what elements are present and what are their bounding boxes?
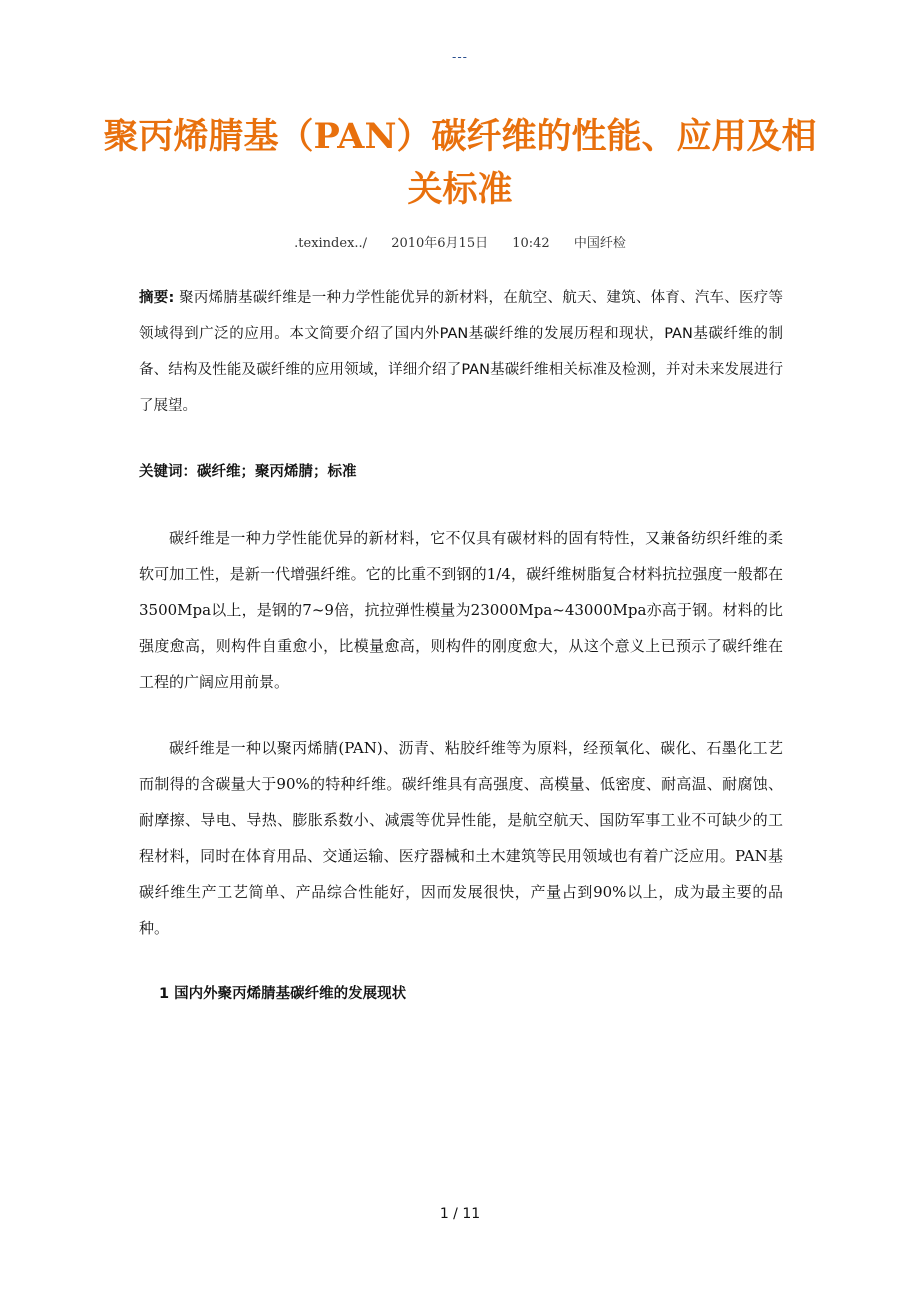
abstract-label: 摘要: xyxy=(139,290,175,306)
meta-time: 10:42 xyxy=(512,236,550,251)
abstract-text: 聚丙烯腈基碳纤维是一种力学性能优异的新材料，在航空、航天、建筑、体育、汽车、医疗等领域得到广泛的应用。本文简要介绍了国内外PAN基碳纤维的发展历程和现状，PAN基碳纤维的制备、结构及性能及碳纤维的应用领域，详细介绍了PAN基碳纤维相关标准及检测，并对未来发展进行了展望。 xyxy=(139,290,783,414)
article-meta xyxy=(0,232,920,251)
abstract xyxy=(139,280,783,424)
page-number: 1 / 11 xyxy=(439,1206,481,1222)
header-mark: --- xyxy=(452,50,468,64)
article-body xyxy=(139,280,783,1012)
keywords: 关键词：碳纤维；聚丙烯腈；标准 xyxy=(139,464,357,480)
section-heading: 1 国内外聚丙烯腈基碳纤维的发展现状 xyxy=(159,986,407,1002)
article-title: 聚丙烯腈基（PAN）碳纤维的性能、应用及相关标准 xyxy=(103,116,817,210)
meta-source: .texindex../ xyxy=(294,236,368,251)
meta-publisher: 中国纤检 xyxy=(573,236,626,251)
body-paragraph-2: 碳纤维是一种以聚丙烯腈(PAN)、沥青、粘胶纤维等为原料，经预氧化、碳化、石墨化工艺而制得的含碳量大于90%的特种纤维。碳纤维具有高强度、高模量、低密度、耐高温、耐腐蚀、耐摩擦、导电、导热、膨胀系数小、减震等优异性能，是航空航天、国防军事工业不可缺少的工程材料，同时在体育用品、交通运输、医疗器械和土木建筑等民用领域也有着广泛应用。PAN基碳纤维生产工艺简单、产品综合性能好，因而发展很快，产量占到90%以上，成为最主要的品种。 xyxy=(139,739,783,937)
body-paragraph-1: 碳纤维是一种力学性能优异的新材料，它不仅具有碳材料的固有特性，又兼备纺织纤维的柔软可加工性，是新一代增强纤维。它的比重不到钢的1/4，碳纤维树脂复合材料抗拉强度一般都在3500Mpa以上，是钢的7~9倍，抗拉弹性模量为23000Mpa~43000Mpa亦高于钢。材料的比强度愈高，则构件自重愈小，比模量愈高，则构件的刚度愈大，从这个意义上已预示了碳纤维在工程的广阔应用前景。 xyxy=(139,529,783,691)
meta-date: 2010年6月15日 xyxy=(391,236,489,251)
